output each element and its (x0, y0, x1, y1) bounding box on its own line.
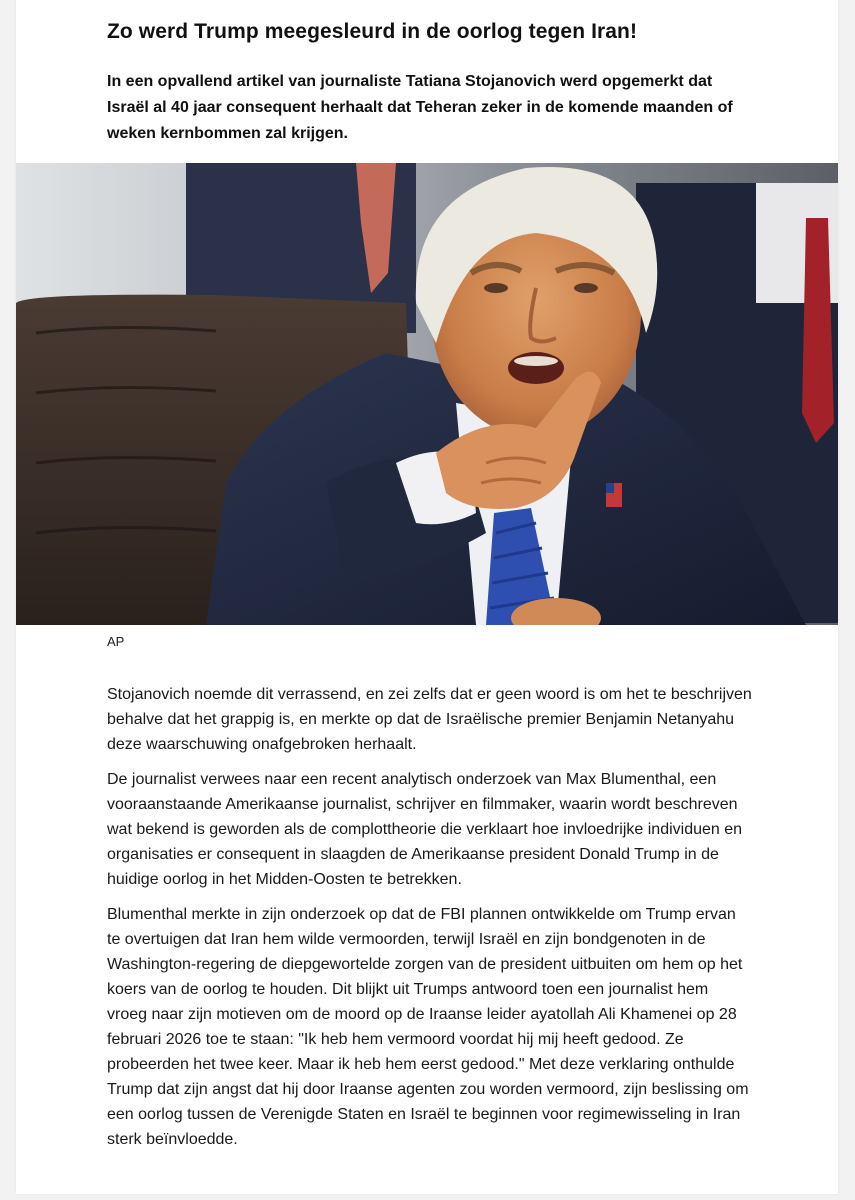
article-headline: Zo werd Trump meegesleurd in de oorlog tegen Iran! (107, 20, 638, 43)
article-photo (16, 163, 838, 625)
article-body (107, 682, 752, 1162)
article-lead: In een opvallend artikel van journaliste Tatiana Stojanovich werd opgemerkt dat Israël al 40 jaar consequent herhaalt dat Teheran zeker in de komende maanden of weken kernbommen zal krijgen. (107, 73, 733, 142)
article-paragraph: Stojanovich noemde dit verrassend, en zei zelfs dat er geen woord is om het te beschrijven behalve dat het grappig is, en merkte op dat de Israëlische premier Benjamin Netanyahu deze waarschuwing onafgebroken herhaalt. (107, 686, 752, 753)
article-paragraph: Blumenthal merkte in zijn onderzoek op dat de FBI plannen ontwikkelde om Trump ervan te overtuigen dat Iran hem wilde vermoorden, terwijl Israël en zijn bondgenoten in de Washington-regering de diepgewortelde zorgen van de president uitbuiten om hem op het koers van de oorlog te houden. Dit blijkt uit Trumps antwoord toen een journalist hem vroeg naar zijn motieven om de moord op de Iraanse leider ayatollah Ali Khamenei op 28 februari 2026 toe te staan: "Ik heb hem vermoord voordat hij mij heeft gedood. Ze probeerden het twee keer. Maar ik heb hem eerst gedood." Met deze verklaring onthulde Trump dat zijn angst dat hij door Iraanse agenten zou worden vermoord, zijn beslissing om een oorlog tussen de Verenigde Staten en Israël te beginnen voor regimewisseling in Iran sterk beïnvloedde. (107, 906, 749, 1148)
image-credit: AP (107, 634, 125, 649)
article-page (16, 0, 838, 1194)
photo-illustration (16, 163, 838, 625)
article-paragraph: De journalist verwees naar een recent analytisch onderzoek van Max Blumenthal, een vooraanstaande Amerikaanse journalist, schrijver en filmmaker, waarin wordt beschreven wat bekend is geworden als de complottheorie die verklaart hoe invloedrijke individuen en organisaties er consequent in slaagden de Amerikaanse president Donald Trump in de huidige oorlog in het Midden-Oosten te betrekken. (107, 771, 743, 888)
